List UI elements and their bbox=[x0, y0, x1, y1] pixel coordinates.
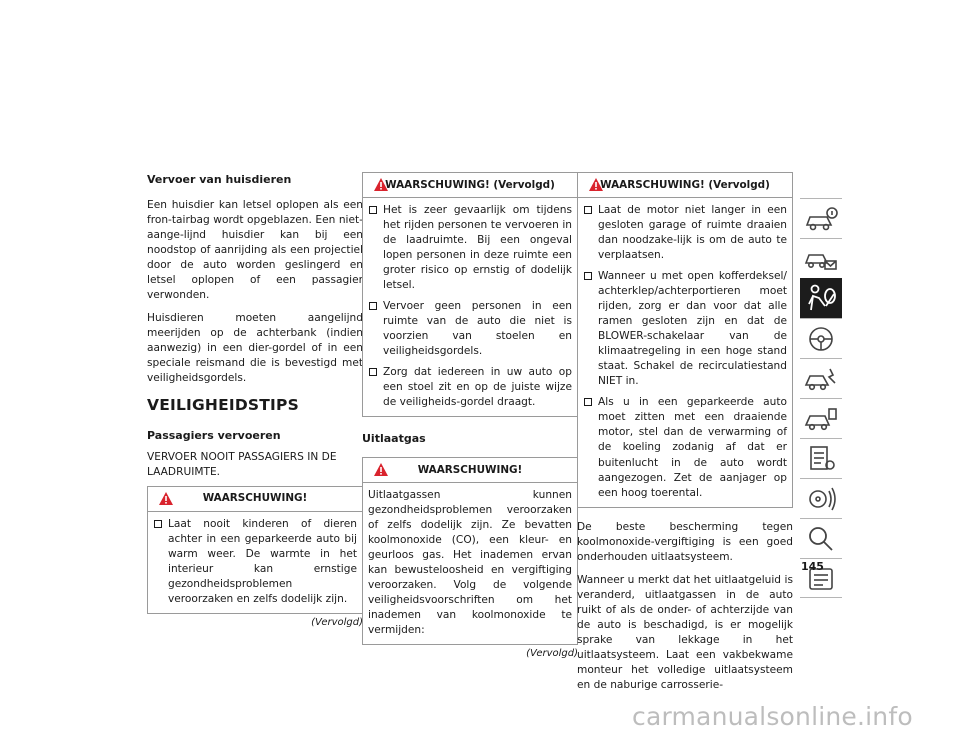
column-right bbox=[577, 172, 793, 701]
page-number: 145 bbox=[801, 560, 824, 573]
warning-header bbox=[148, 487, 362, 512]
warning-title: WAARSCHUWING! bbox=[202, 492, 308, 505]
car-service-icon bbox=[803, 403, 839, 435]
checkbox-bullet-icon bbox=[584, 272, 592, 280]
multimedia-icon bbox=[803, 483, 839, 515]
heading-passengers: Passagiers vervoeren bbox=[147, 428, 281, 442]
continued-label: (Vervolgd) bbox=[526, 648, 578, 660]
warning-title: WAARSCHUWING! (Vervolgd) bbox=[385, 178, 555, 191]
tab-steering[interactable] bbox=[800, 318, 842, 358]
heading-safety-tips: VEILIGHEIDSTIPS bbox=[147, 395, 299, 414]
airbag-person-icon bbox=[803, 282, 839, 314]
tab-search[interactable] bbox=[800, 518, 842, 558]
car-mail-icon bbox=[803, 243, 839, 275]
car-crash-icon bbox=[803, 363, 839, 395]
warning-item: Zorg dat iedereen in uw auto op een stoel zit en op de juiste wijze de veiligheids-gordel draagt. bbox=[368, 365, 572, 410]
warning-item: Laat de motor niet langer in een gesloten garage of ruimte draaien dan noodzake-lijk is om de auto te verplaatsen. bbox=[583, 203, 787, 263]
checkbox-bullet-icon bbox=[584, 206, 592, 214]
warning-text: Uitlaatgassen kunnen gezondheidsproblemen veroorzaken of zelfs dodelijk zijn. Ze bevatten koolmonoxide (CO), een kleur- en geurloos gas. Het inademen ervan kan bewusteloosheid en vergiftiging veroorzaken. Volg de volgende veiligheidsvoorschriften om het inademen van koolmonoxide te vermijden: bbox=[368, 489, 572, 637]
warning-triangle-icon bbox=[588, 177, 604, 192]
tab-car-mail[interactable] bbox=[800, 238, 842, 278]
warning-item: Wanneer u met open kofferdeksel/ achterklep/achterportieren moet rijden, zorg er dan voor dat alle ramen gesloten zijn en dat de BLOWER-schakelaar van de klimaatregeling in een hoge stand staat. Schakel de recirculatiestand NIET in. bbox=[583, 269, 787, 389]
warning-triangle-icon bbox=[373, 462, 389, 477]
paragraph: VERVOER NOOIT PASSAGIERS IN DE LAADRUIMTE. bbox=[147, 450, 337, 478]
car-info-icon bbox=[803, 203, 839, 235]
tab-car-crash[interactable] bbox=[800, 358, 842, 398]
warning-box bbox=[147, 486, 363, 614]
steering-wheel-icon bbox=[803, 323, 839, 355]
heading-pets: Vervoer van huisdieren bbox=[147, 173, 292, 186]
warning-header bbox=[363, 173, 577, 198]
checkbox-bullet-icon bbox=[154, 520, 162, 528]
checkbox-bullet-icon bbox=[369, 206, 377, 214]
continued-label: (Vervolgd) bbox=[311, 616, 363, 628]
warning-box-continued bbox=[577, 172, 793, 508]
paragraph: Wanneer u merkt dat het uitlaatgeluid is veranderd, uitlaatgassen in de auto ruikt of als de onder- of achterzijde van de auto is beschadigd, is er mogelijk sprake van lekkage in het uitlaatsysteem. Laat een vakbekwame monteur het volledige uitlaatsysteem en de naburige carrosserie- bbox=[577, 573, 793, 691]
warning-box-exhaust bbox=[362, 457, 578, 645]
checkbox-bullet-icon bbox=[369, 368, 377, 376]
tab-safety[interactable] bbox=[800, 278, 842, 318]
paragraph: Huisdieren moeten aangelijnd meerijden op de achterbank (indien aanwezig) in een dier-gordel of in een speciale reismand die is bevestigd met veiligheidsgordels. bbox=[147, 311, 363, 384]
warning-box-continued bbox=[362, 172, 578, 417]
warning-triangle-icon bbox=[373, 177, 389, 192]
checkbox-bullet-icon bbox=[369, 302, 377, 310]
warning-item: Vervoer geen personen in een ruimte van de auto die niet is voorzien van stoelen en veiligheidsgordels. bbox=[368, 299, 572, 359]
warning-item: Laat nooit kinderen of dieren achter in een geparkeerde auto bij warm weer. De warmte in het interieur kan ernstige gezondheidsproblemen veroorzaken en zelfs dodelijk zijn. bbox=[153, 517, 357, 607]
watermark-text: carmanualsonline.info bbox=[632, 702, 913, 731]
search-icon bbox=[803, 523, 839, 555]
checkbox-bullet-icon bbox=[584, 398, 592, 406]
warning-title: WAARSCHUWING! bbox=[417, 463, 523, 476]
column-left bbox=[147, 172, 363, 630]
paragraph: De beste bescherming tegen koolmonoxide-vergiftiging is een goed onderhouden uitlaatsysteem. bbox=[577, 520, 793, 563]
paragraph: Een huisdier kan letsel oplopen als een fron-tairbag wordt opgeblazen. Een niet-aange-lijnd huisdier kan bij een noodstop of aanrijding als een projectiel door de auto worden geslingerd en letsel oplopen of een passagier verwonden. bbox=[147, 198, 363, 301]
warning-header bbox=[578, 173, 792, 198]
tab-car-service[interactable] bbox=[800, 398, 842, 438]
warning-header bbox=[363, 458, 577, 483]
tab-multimedia[interactable] bbox=[800, 478, 842, 518]
heading-exhaust: Uitlaatgas bbox=[362, 432, 426, 446]
maintenance-list-icon bbox=[803, 443, 839, 475]
tab-maintenance[interactable] bbox=[800, 438, 842, 478]
column-middle bbox=[362, 172, 578, 662]
warning-title: WAARSCHUWING! (Vervolgd) bbox=[600, 178, 770, 191]
warning-item: Als u in een geparkeerde auto moet zitten met een draaiende motor, stel dan de verwarming of de koeling zodanig af dat er buitenlucht in de auto wordt aangezogen. Zet de aanjager op een hoog toerental. bbox=[583, 395, 787, 500]
tab-car-info[interactable] bbox=[800, 198, 842, 238]
warning-item: Het is zeer gevaarlijk om tijdens het rijden personen te vervoeren in de laadruimte. Bij een ongeval lopen personen in deze ruimte een groter risico op ernstig of dodelijk letsel. bbox=[368, 203, 572, 293]
warning-triangle-icon bbox=[158, 491, 174, 506]
